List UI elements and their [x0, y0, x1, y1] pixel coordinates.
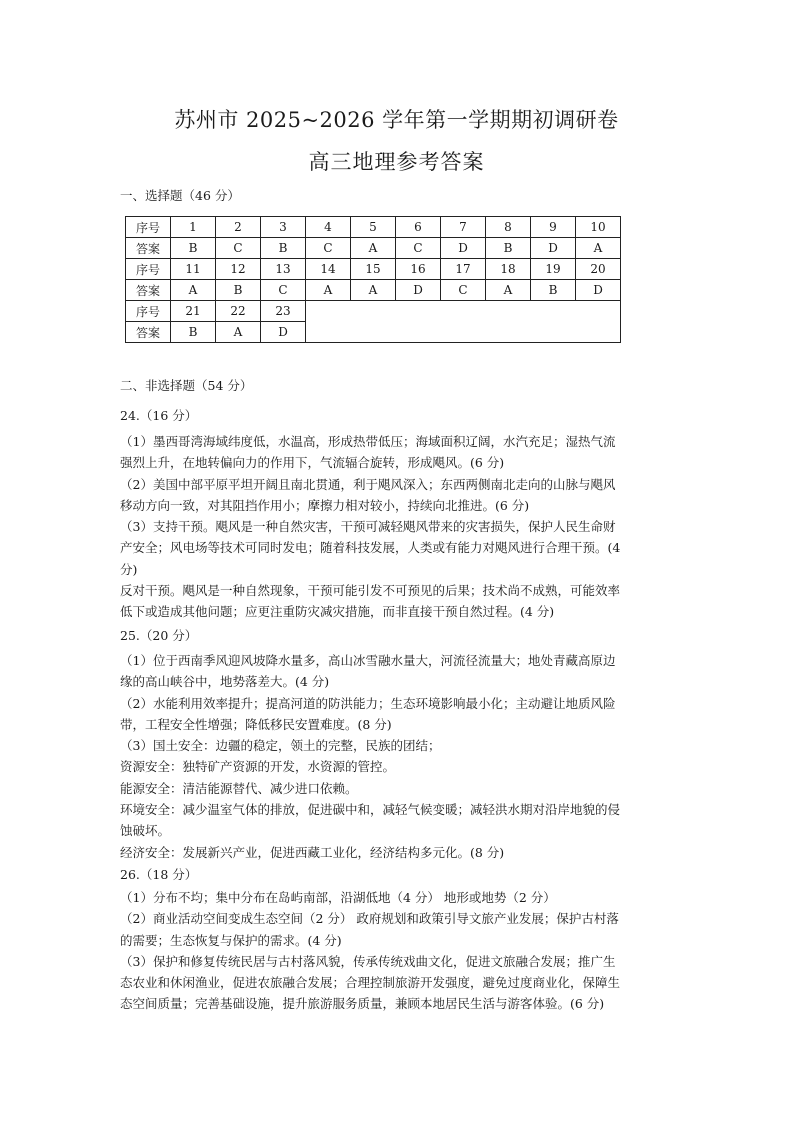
answer-line: 态农业和休闲渔业，促进农旅融合发展；合理控制旅游开发强度，避免过度商业化，保障生	[120, 975, 621, 991]
table-cell: 21	[171, 301, 216, 322]
table-cell: 13	[261, 259, 306, 280]
table-cell: D	[396, 280, 441, 301]
answer-line: （1）墨西哥湾海域纬度低，水温高，形成热带低压；海域面积辽阔，水汽充足；湿热气流	[120, 434, 616, 449]
table-cell: 2	[216, 217, 261, 238]
answer-line: 能源安全：清洁能源替代、减少进口依赖。	[120, 780, 358, 796]
table-cell: 12	[216, 259, 261, 280]
answer-line: （3）国土安全：边疆的稳定，领土的完整，民族的团结；	[120, 738, 441, 754]
answer-line: 反对干预。飓风是一种自然现象，干预可能引发不可预见的后果；技术尚不成熟，可能效率	[120, 583, 621, 599]
section-choice-heading: 一、选择题（46 分）	[120, 188, 240, 203]
row-label-ans: 答案	[126, 280, 171, 301]
table-cell: A	[486, 280, 531, 301]
table-row-ans-2	[126, 280, 621, 301]
answer-line: （1）分布不均；集中分布在岛屿南部，沿湖低地（4 分） 地形或地势（2 分）	[120, 890, 556, 905]
table-cell: B	[171, 322, 216, 343]
table-cell: 7	[441, 217, 486, 238]
table-cell: 8	[486, 217, 531, 238]
answer-line: （2）商业活动空间变成生态空间（2 分） 政府规划和政策引导文旅产业发展；保护古村落	[120, 911, 619, 927]
answer-line: （2）美国中部平原平坦开阔且南北贯通，利于飓风深入；东西两侧南北走向的山脉与飓风	[120, 476, 616, 492]
table-row-no-3	[126, 301, 621, 322]
question-26-answer	[120, 887, 680, 1015]
table-cell: 4	[306, 217, 351, 238]
empty-table-area	[306, 301, 621, 343]
table-cell: 20	[576, 259, 621, 280]
question-24-heading: 24.（16 分）	[120, 408, 198, 423]
table-cell: B	[486, 238, 531, 259]
table-row-ans-1	[126, 238, 621, 259]
table-row-no-1	[126, 217, 621, 238]
table-cell: A	[351, 280, 396, 301]
question-24-answer	[120, 431, 680, 623]
answer-table	[125, 216, 621, 343]
table-cell: 11	[171, 259, 216, 280]
table-cell: 14	[306, 259, 351, 280]
table-cell: B	[261, 238, 306, 259]
answer-line: （3）保护和修复传统民居与古村落风貌，传承传统戏曲文化，促进文旅融合发展；推广生	[120, 953, 616, 969]
table-cell: 1	[171, 217, 216, 238]
answer-line: 移动方向一致，对其阻挡作用小；摩擦力相对较小，持续向北推进。(6 分)	[120, 497, 530, 513]
table-cell: D	[261, 322, 306, 343]
table-cell: D	[576, 280, 621, 301]
section-nonchoice-heading: 二、非选择题（54 分）	[120, 378, 253, 393]
table-cell: A	[576, 238, 621, 259]
question-25-heading: 25.（20 分）	[120, 628, 198, 643]
table-cell: A	[306, 280, 351, 301]
table-cell: C	[396, 238, 441, 259]
table-row-no-2	[126, 259, 621, 280]
answer-line: 缘的高山峡谷中，地势落差大。(4 分)	[120, 674, 330, 690]
row-label-no: 序号	[126, 301, 171, 322]
table-cell: B	[216, 280, 261, 301]
answer-line: 态空间质量；完善基础设施，提升旅游服务质量，兼顾本地居民生活与游客体验。(6 分)	[120, 996, 605, 1012]
answer-line: 的需要；生态恢复与保护的需求。(4 分)	[120, 932, 342, 948]
table-cell: 6	[396, 217, 441, 238]
document-title: 苏州市 2025~2026 学年第一学期期初调研卷	[174, 108, 619, 132]
table-cell: C	[306, 238, 351, 259]
table-cell: B	[531, 280, 576, 301]
answer-line: 经济安全：发展新兴产业，促进西藏工业化，经济结构多元化。(8 分)	[120, 844, 505, 860]
answer-line: 环境安全：减少温室气体的排放，促进碳中和，减轻气候变暖；减轻洪水期对沿岸地貌的侵	[120, 802, 621, 818]
answer-line: 产安全；风电场等技术可同时发电；随着科技发展，人类或有能力对飓风进行合理干预。(4	[120, 540, 621, 556]
table-cell: A	[216, 322, 261, 343]
table-cell: 3	[261, 217, 306, 238]
table-cell: C	[441, 280, 486, 301]
row-label-no: 序号	[126, 259, 171, 280]
table-cell: 18	[486, 259, 531, 280]
table-cell: A	[351, 238, 396, 259]
row-label-ans: 答案	[126, 322, 171, 343]
answer-line: 带，工程安全性增强；降低移民安置难度。(8 分)	[120, 716, 392, 732]
table-cell: B	[171, 238, 216, 259]
question-26-heading: 26.（18 分）	[120, 867, 198, 882]
table-cell: 17	[441, 259, 486, 280]
answer-line: （2）水能利用效率提升；提高河道的防洪能力；生态环境影响最小化；主动避让地质风险	[120, 695, 616, 711]
table-cell: C	[216, 238, 261, 259]
table-cell: D	[531, 238, 576, 259]
answer-line: 分)	[120, 561, 138, 577]
table-cell: 16	[396, 259, 441, 280]
table-cell: 23	[261, 301, 306, 322]
answer-line: 资源安全：独特矿产资源的开发，水资源的管控。	[120, 759, 396, 775]
table-cell: 5	[351, 217, 396, 238]
table-cell: 22	[216, 301, 261, 322]
document-subtitle: 高三地理参考答案	[308, 150, 485, 174]
answer-line: 强烈上升，在地转偏向力的作用下，气流辐合旋转，形成飓风。(6 分)	[120, 455, 505, 471]
answer-line: 蚀破坏。	[120, 823, 171, 839]
table-cell: C	[261, 280, 306, 301]
table-cell: 10	[576, 217, 621, 238]
answer-line: （1）位于西南季风迎风坡降水量多，高山冰雪融水量大，河流径流量大；地处青藏高原边	[120, 653, 616, 668]
row-label-ans: 答案	[126, 238, 171, 259]
answer-line: 低下或造成其他问题；应更注重防灾减灾措施，而非直接干预自然过程。(4 分)	[120, 604, 555, 620]
table-cell: A	[171, 280, 216, 301]
row-label-no: 序号	[126, 217, 171, 238]
answer-line: （3）支持干预。飓风是一种自然灾害，干预可减轻飓风带来的灾害损失，保护人民生命财	[120, 519, 616, 535]
table-cell: 19	[531, 259, 576, 280]
question-25-answer	[120, 650, 680, 863]
table-cell: 15	[351, 259, 396, 280]
table-cell: D	[441, 238, 486, 259]
table-cell: 9	[531, 217, 576, 238]
